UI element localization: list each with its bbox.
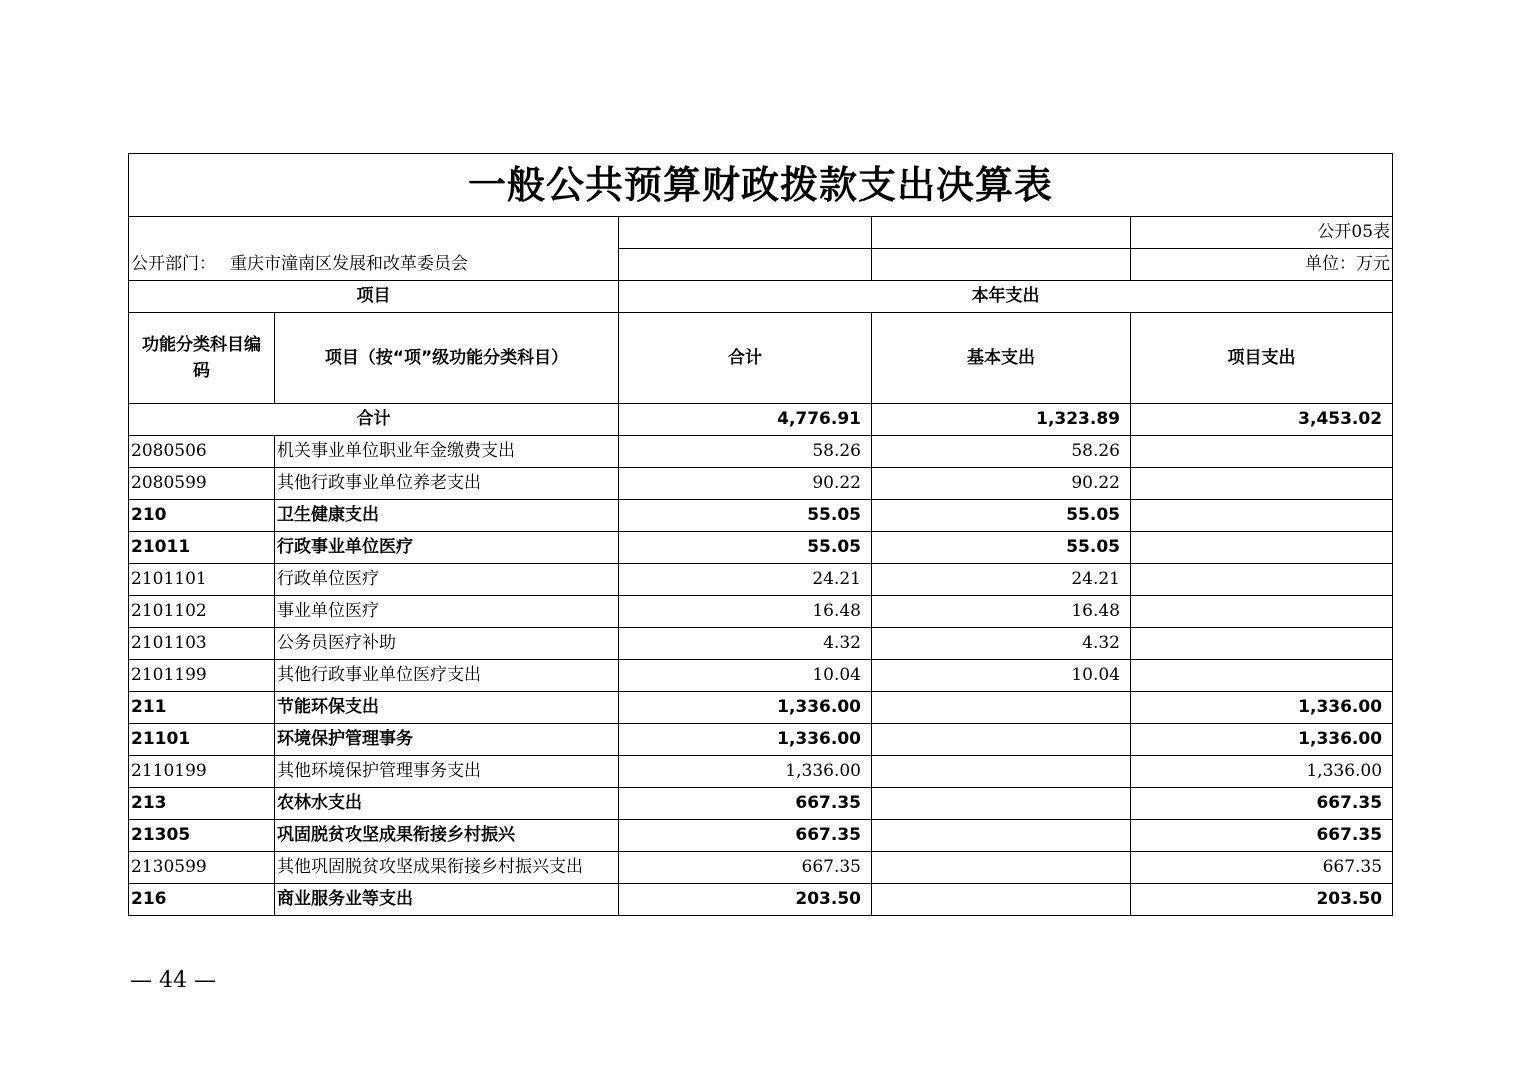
row-code: 2080506 [129,436,275,468]
row-basic: 10.04 [872,660,1131,692]
row-basic: 90.22 [872,468,1131,500]
row-code: 2080599 [129,468,275,500]
row-project: 667.35 [1131,788,1393,820]
row-total: 1,336.00 [619,756,872,788]
header-item: 项目（按“项”级功能分类科目） [275,313,619,404]
total-label: 合计 [129,404,619,436]
row-total: 16.48 [619,596,872,628]
row-project: 1,336.00 [1131,756,1393,788]
row-total: 4.32 [619,628,872,660]
row-project [1131,436,1393,468]
header-code: 功能分类科目编码 [129,313,275,404]
row-code: 2110199 [129,756,275,788]
row-name: 公务员医疗补助 [275,628,619,660]
row-basic [872,692,1131,724]
row-code: 2101102 [129,596,275,628]
header-current-year: 本年支出 [619,281,1393,313]
row-project [1131,596,1393,628]
row-total: 58.26 [619,436,872,468]
row-code: 2101199 [129,660,275,692]
row-total: 24.21 [619,564,872,596]
row-total: 667.35 [619,852,872,884]
table-row [129,692,1393,724]
department-label: 公开部门： [131,253,216,274]
row-project [1131,532,1393,564]
table-row [129,820,1393,852]
row-total: 90.22 [619,468,872,500]
budget-sheet [128,153,1392,916]
row-project [1131,660,1393,692]
row-basic: 16.48 [872,596,1131,628]
row-basic: 55.05 [872,532,1131,564]
row-name: 行政单位医疗 [275,564,619,596]
total-project: 3,453.02 [1131,404,1393,436]
row-project [1131,564,1393,596]
table-row [129,660,1393,692]
total-sum: 4,776.91 [619,404,872,436]
row-project: 667.35 [1131,852,1393,884]
row-name: 行政事业单位医疗 [275,532,619,564]
row-code: 213 [129,788,275,820]
row-code: 21305 [129,820,275,852]
header-total: 合计 [619,313,872,404]
row-basic [872,756,1131,788]
row-project [1131,500,1393,532]
header-basic: 基本支出 [872,313,1131,404]
row-code: 2101101 [129,564,275,596]
row-code: 211 [129,692,275,724]
page-title: 一般公共预算财政拨款支出决算表 [129,154,1393,217]
row-basic: 55.05 [872,500,1131,532]
header-project-expense: 项目支出 [1131,313,1393,404]
row-total: 1,336.00 [619,724,872,756]
row-project: 1,336.00 [1131,724,1393,756]
row-basic: 4.32 [872,628,1131,660]
row-basic: 24.21 [872,564,1131,596]
row-name: 其他巩固脱贫攻坚成果衔接乡村振兴支出 [275,852,619,884]
row-name: 事业单位医疗 [275,596,619,628]
page-number: — 44 — [130,968,216,993]
table-row [129,564,1393,596]
row-code: 21101 [129,724,275,756]
row-basic [872,884,1131,916]
row-project [1131,468,1393,500]
row-name: 节能环保支出 [275,692,619,724]
row-name: 卫生健康支出 [275,500,619,532]
table-row [129,436,1393,468]
row-total: 55.05 [619,532,872,564]
unit-label: 单位：万元 [1131,249,1393,281]
total-basic: 1,323.89 [872,404,1131,436]
row-code: 216 [129,884,275,916]
row-name: 其他环境保护管理事务支出 [275,756,619,788]
table-row [129,596,1393,628]
row-basic [872,788,1131,820]
row-name: 农林水支出 [275,788,619,820]
row-total: 667.35 [619,820,872,852]
table-row [129,532,1393,564]
row-total: 55.05 [619,500,872,532]
row-code: 2130599 [129,852,275,884]
department-line [129,249,619,281]
row-basic [872,724,1131,756]
row-name: 环境保护管理事务 [275,724,619,756]
row-name: 其他行政事业单位养老支出 [275,468,619,500]
header-project: 项目 [129,281,619,313]
table-row [129,884,1393,916]
row-total: 10.04 [619,660,872,692]
form-number: 公开05表 [1131,217,1393,249]
row-name: 巩固脱贫攻坚成果衔接乡村振兴 [275,820,619,852]
table-row [129,500,1393,532]
table-row [129,852,1393,884]
table-row [129,756,1393,788]
row-basic [872,852,1131,884]
total-row [129,404,1393,436]
row-project: 203.50 [1131,884,1393,916]
table-row [129,788,1393,820]
row-code: 210 [129,500,275,532]
row-name: 其他行政事业单位医疗支出 [275,660,619,692]
row-total: 667.35 [619,788,872,820]
row-total: 203.50 [619,884,872,916]
row-basic [872,820,1131,852]
row-name: 机关事业单位职业年金缴费支出 [275,436,619,468]
row-code: 21011 [129,532,275,564]
row-project [1131,628,1393,660]
table-row [129,468,1393,500]
row-basic: 58.26 [872,436,1131,468]
row-project: 667.35 [1131,820,1393,852]
row-name: 商业服务业等支出 [275,884,619,916]
department-name: 重庆市潼南区发展和改革委员会 [230,253,468,274]
row-total: 1,336.00 [619,692,872,724]
row-code: 2101103 [129,628,275,660]
table-row [129,724,1393,756]
row-project: 1,336.00 [1131,692,1393,724]
budget-table [128,153,1393,916]
table-row [129,628,1393,660]
